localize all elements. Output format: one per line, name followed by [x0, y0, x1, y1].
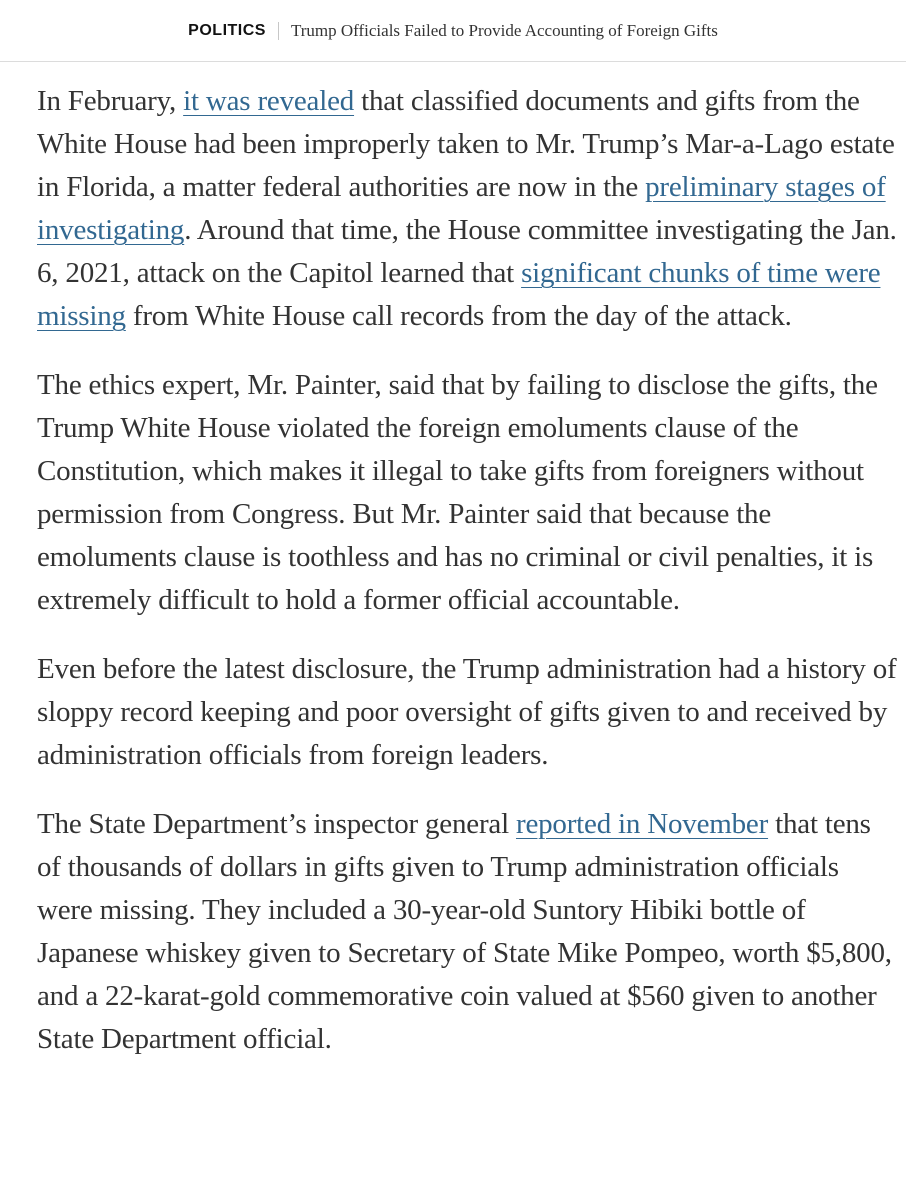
article-body: [37, 80, 897, 1087]
article-headline: Trump Officials Failed to Provide Accounting of Foreign Gifts: [290, 20, 718, 40]
paragraph-text: The State Department’s inspector general: [37, 808, 516, 840]
section-link-politics[interactable]: POLITICS: [188, 21, 266, 39]
link-preliminary-stages[interactable]: preliminary stages of investigating: [37, 171, 886, 246]
link-reported-in-november[interactable]: reported in November: [515, 808, 769, 840]
article-header-bar: [0, 0, 906, 62]
article-paragraph-2: The ethics expert, Mr. Painter, said that by failing to disclose the gifts, the Trump White House violated the foreign emoluments clause of the Constitution, which makes it illegal to take gifts from foreigners without permission from Congress. But Mr. Painter said that because the emoluments clause is toothless and has no criminal or civil penalties, it is extremely difficult to hold a former official accountable.: [37, 369, 878, 616]
paragraph-text: that classified documents and gifts from the White House had been improperly taken to Mr. Trump’s Mar-a-Lago estate in Florida, a matter federal authorities are now in the: [37, 85, 895, 203]
article-paragraph-4: [37, 803, 897, 1061]
article-paragraph-1: [37, 80, 897, 338]
paragraph-text: that tens of thousands of dollars in gifts given to Trump administration officials were missing. They included a 30-year-old Suntory Hibiki bottle of Japanese whiskey given to Secretary of State Mike Pompeo, worth $5,800, and a 22-karat-gold commemorative coin valued at $560 given to another State Department official.: [37, 808, 892, 1055]
paragraph-text: . Around that time, the House committee investigating the Jan. 6, 2021, attack on the Capitol learned that: [37, 214, 897, 289]
paragraph-text: In February,: [37, 85, 184, 117]
link-it-was-revealed[interactable]: it was revealed: [183, 85, 355, 117]
paragraph-text: from White House call records from the day of the attack.: [125, 300, 792, 332]
header-divider: [278, 22, 279, 40]
link-significant-chunks[interactable]: significant chunks of time were missing: [37, 257, 881, 332]
article-paragraph-3: Even before the latest disclosure, the Trump administration had a history of sloppy record keeping and poor oversight of gifts given to and received by administration officials from foreign leaders.: [37, 653, 897, 771]
